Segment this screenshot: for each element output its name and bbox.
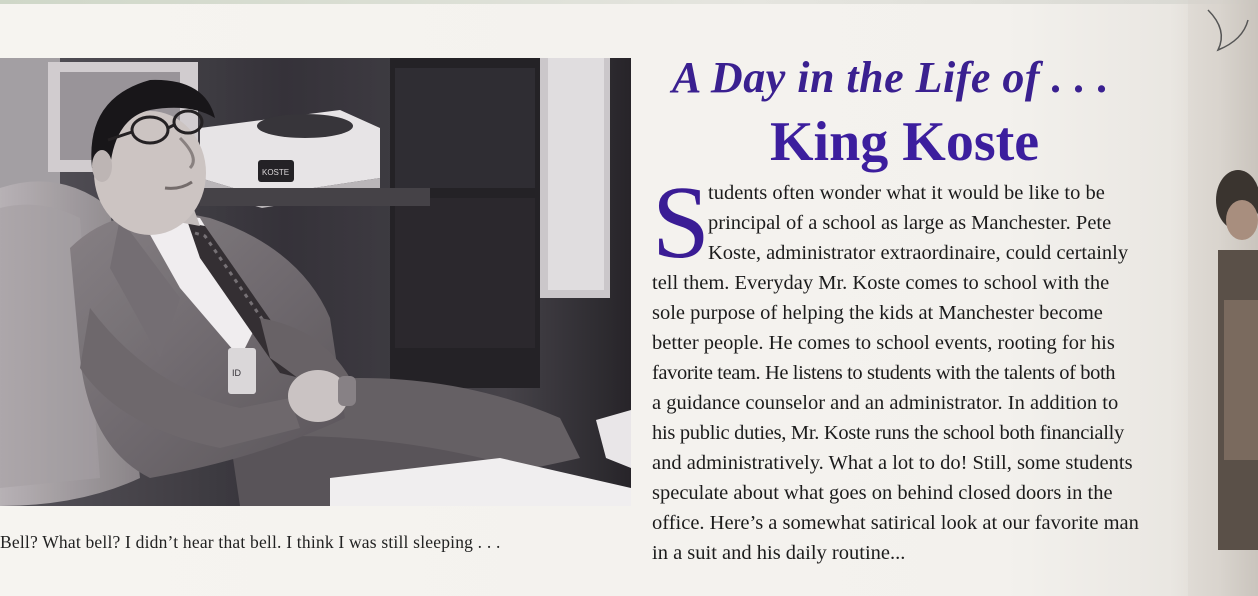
adjacent-page-illustration	[1188, 0, 1258, 596]
principal-photo	[0, 58, 631, 506]
drop-cap: S	[652, 178, 710, 280]
article-line: favorite team. He listens to students with the talents of both	[652, 362, 1116, 384]
article-line: tudents often wonder what it would be like to be	[708, 182, 1105, 204]
article-body	[652, 178, 1198, 578]
headline-kicker: A Day in the Life of . . .	[672, 53, 1110, 102]
page-top-edge	[0, 0, 1258, 4]
article-line: office. Here’s a somewhat satirical look at our favorite man	[652, 512, 1139, 534]
article-line: and administratively. What a lot to do! Still, some students	[652, 452, 1133, 474]
photo-illustration	[0, 58, 631, 506]
photo-caption: Bell? What bell? I didn’t hear that bell. I think I was still sleeping . . .	[0, 532, 501, 552]
id-badge-label: ID	[232, 368, 241, 378]
headline-title: King Koste	[770, 111, 1040, 173]
adjacent-page-edge	[1188, 0, 1258, 596]
article-line: his public duties, Mr. Koste runs the school both financially	[652, 422, 1124, 444]
article-line: principal of a school as large as Manchester. Pete	[708, 212, 1112, 234]
article-line: Koste, administrator extraordinaire, could certainly	[708, 242, 1129, 264]
article-line: better people. He comes to school events, rooting for his	[652, 332, 1115, 354]
article-line: sole purpose of helping the kids at Manchester become	[652, 302, 1103, 324]
article-line: tell them. Everyday Mr. Koste comes to school with the	[652, 272, 1110, 294]
article-line: speculate about what goes on behind closed doors in the	[652, 482, 1113, 504]
sticker-label: KOSTE	[262, 168, 290, 177]
article-line: a guidance counselor and an administrator. In addition to	[652, 392, 1119, 414]
article-line: in a suit and his daily routine...	[652, 542, 906, 564]
